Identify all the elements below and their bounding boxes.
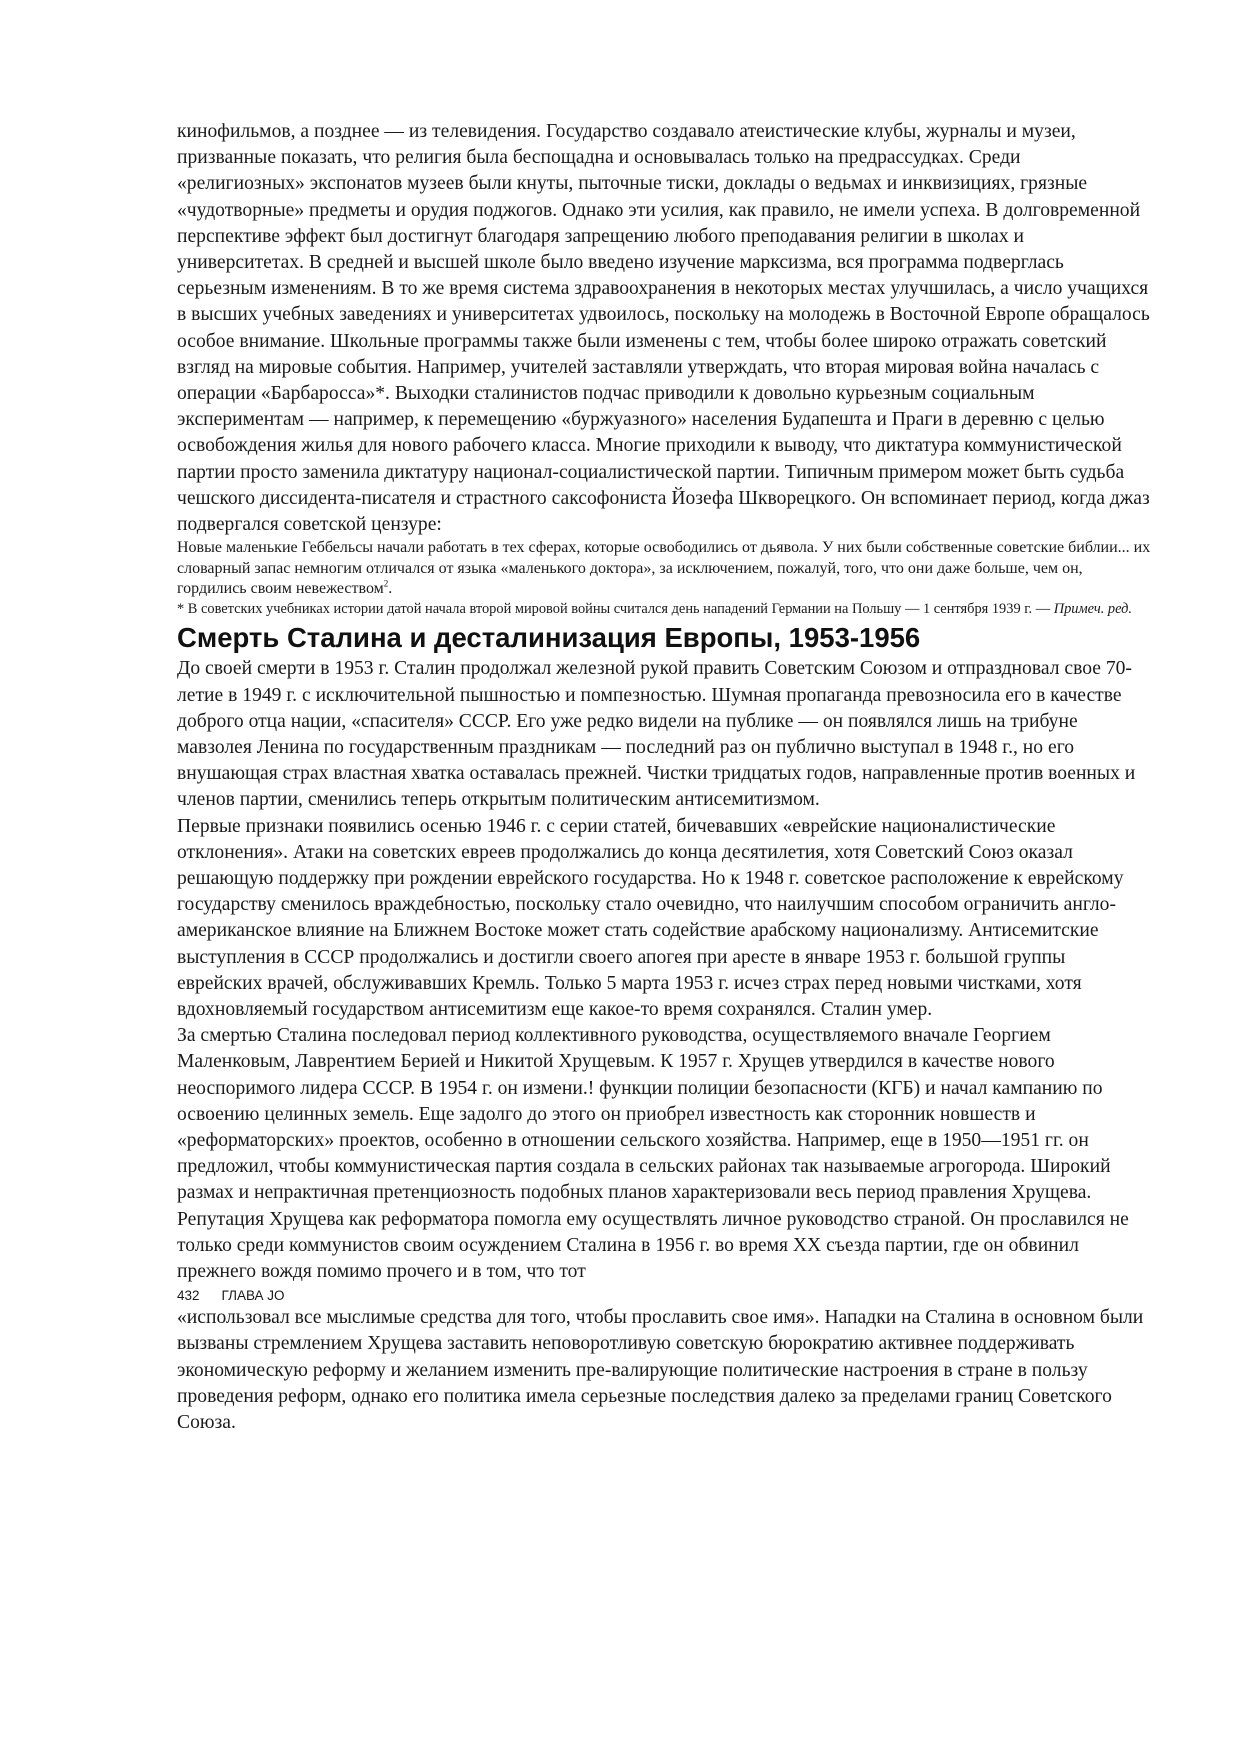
footnote-text: * В советских учебниках истории датой начала второй мировой войны считался день нападений Германии на Польшу — 1 сентября 1939 г. —	[177, 600, 1054, 617]
block-quote-skvorecky	[177, 538, 1151, 600]
footnote-barbarossa	[177, 600, 1151, 619]
chapter-label: ГЛАВА JO	[221, 1288, 285, 1304]
quote-end: .	[388, 580, 393, 598]
quote-text: Новые маленькие Геббельсы начали работать в тех сферах, которые освободились от дьявола. У них были собственные советские библии... их словарный запас немногим отличался от языка «маленького доктора», за исключением, пожалуй, того, что они даже больше, чем он, гордились своим невежеством	[177, 539, 1151, 598]
footnote-editor-note: Примеч. ред.	[1053, 600, 1133, 617]
body-paragraph-collective-leadership: За смертью Сталина последовал период коллективного руководства, осуществляемого вначале Георгием Маленковым, Лаврентием Берией и Никитой Хрущевым. К 1957 г. Хрущев утвердился в качестве нового неоспоримого лидера СССР. В 1954 г. он измени.! функции полиции безопасности (КГБ) и начал кампанию по освоению целинных земель. Еще задолго до этого он приобрел известность как сторонник новшеств и «реформаторских» проектов, особенно в отношении сельского хозяйства. Например, еще в 1950—1951 гг. он предложил, чтобы коммунистическая партия создала в сельских районах так называемые агрогорода. Широкий размах и непрактичная претенциозность подобных планов характеризовали весь период правления Хрущева.	[177, 1025, 1111, 1204]
page-number: 432	[177, 1288, 200, 1304]
body-paragraph-stalin-death: До своей смерти в 1953 г. Сталин продолжал железной рукой править Советским Союзом и отпраздновал свое 70-летие в 1949 г. с исключительной пышностью и помпезностью. Шумная пропаганда превозносила его в качестве доброго отца нации, «спасителя» СССР. Его уже редко видели на публике — он появлялся лишь на трибуне мавзолея Ленина по государственным праздникам — последний раз он публично выступал в 1948 г., но его внушающая страх властная хватка оставалась прежней. Чистки тридцатых годов, направленные против военных и членов партии, сменились теперь открытым политическим антисемитизмом.	[177, 658, 1136, 811]
book-page	[177, 119, 1151, 1436]
running-footer	[177, 1287, 1151, 1305]
section-heading: Смерть Сталина и десталинизация Европы, 1953-1956	[177, 622, 921, 654]
body-paragraph-antisemitism: Первые признаки появились осенью 1946 г. с серии статей, бичевавших «еврейские националистические отклонения». Атаки на советских евреев продолжались до конца десятилетия, хотя Советский Союз оказал решающую поддержку при рождении еврейского государства. Но к 1948 г. советское расположение к еврейскому государству сменилось враждебностью, поскольку стало очевидно, что наилучшим способом ограничить англо-американское влияние на Ближнем Востоке может стать содействие арабскому национализму. Антисемитские выступления в СССР продолжались и достигли своего апогея при аресте в январе 1953 г. большой группы еврейских врачей, обслуживавших Кремль. Только 5 марта 1953 г. исчез страх перед новыми чистками, хотя вдохновляемый государством антисемитизм еще какое-то время сохранялся. Сталин умер.	[177, 815, 1124, 1020]
body-paragraph-religion-education: кинофильмов, а позднее — из телевидения. Государство создавало атеистические клубы, журналы и музеи, призванные показать, что религия была беспощадна и основывалась только на предрассудках. Среди «религиозных» экспонатов музеев были кнуты, пыточные тиски, доклады о ведьмах и инквизициях, грязные «чудотворные» предметы и орудия поджогов. Однако эти усилия, как правило, не имели успеха. В долговременной перспективе эффект был достигнут благодаря запрещению любого преподавания религии в школах и университетах. В средней и высшей школе было введено изучение марксизма, вся программа подверглась серьезным изменениям. В то же время система здравоохранения в некоторых местах улучшилась, а число учащихся в высших учебных заведениях и университетах удвоилось, поскольку на молодежь в Восточной Европе обращалось особое внимание. Школьные программы также были изменены с тем, чтобы более широко отражать советский взгляд на мировые события. Например, учителей заставляли утверждать, что вторая мировая война началась с операции «Барбаросса»*. Выходки сталинистов подчас приводили к довольно курьезным социальным экспериментам — например, к перемещению «буржуазного» населения Будапешта и Праги в деревню с целью освобождения жилья для нового рабочего класса. Многие приходили к выводу, что диктатура коммунистической партии просто заменила диктатуру национал-социалистической партии. Типичным примером может быть судьба чешского диссидента-писателя и страстного саксофониста Йозефа Шкворецкого. Он вспоминает период, когда джаз подвергался советской цензуре:	[177, 121, 1150, 536]
body-paragraph-continuation: «использовал все мыслимые средства для того, чтобы прославить свое имя». Нападки на Сталина в основном были вызваны стремлением Хрущева заставить неповоротливую советскую бюрократию активнее поддерживать экономическую реформу и желанием изменить пре-валирующие политические настроения в стране в пользу проведения реформ, однако его политика имела серьезные последствия далеко за пределами границ Советского Союза.	[177, 1307, 1144, 1434]
quote-note-marker: 2	[383, 578, 389, 589]
body-paragraph-khrushchev-reputation: Репутация Хрущева как реформатора помогла ему осуществлять личное руководство страной. Он прославился не только среди коммунистов своим осуждением Сталина в 1956 г. во время XX съезда партии, где он обвинил прежнего вождя помимо прочего и в том, что тот	[177, 1208, 1129, 1283]
